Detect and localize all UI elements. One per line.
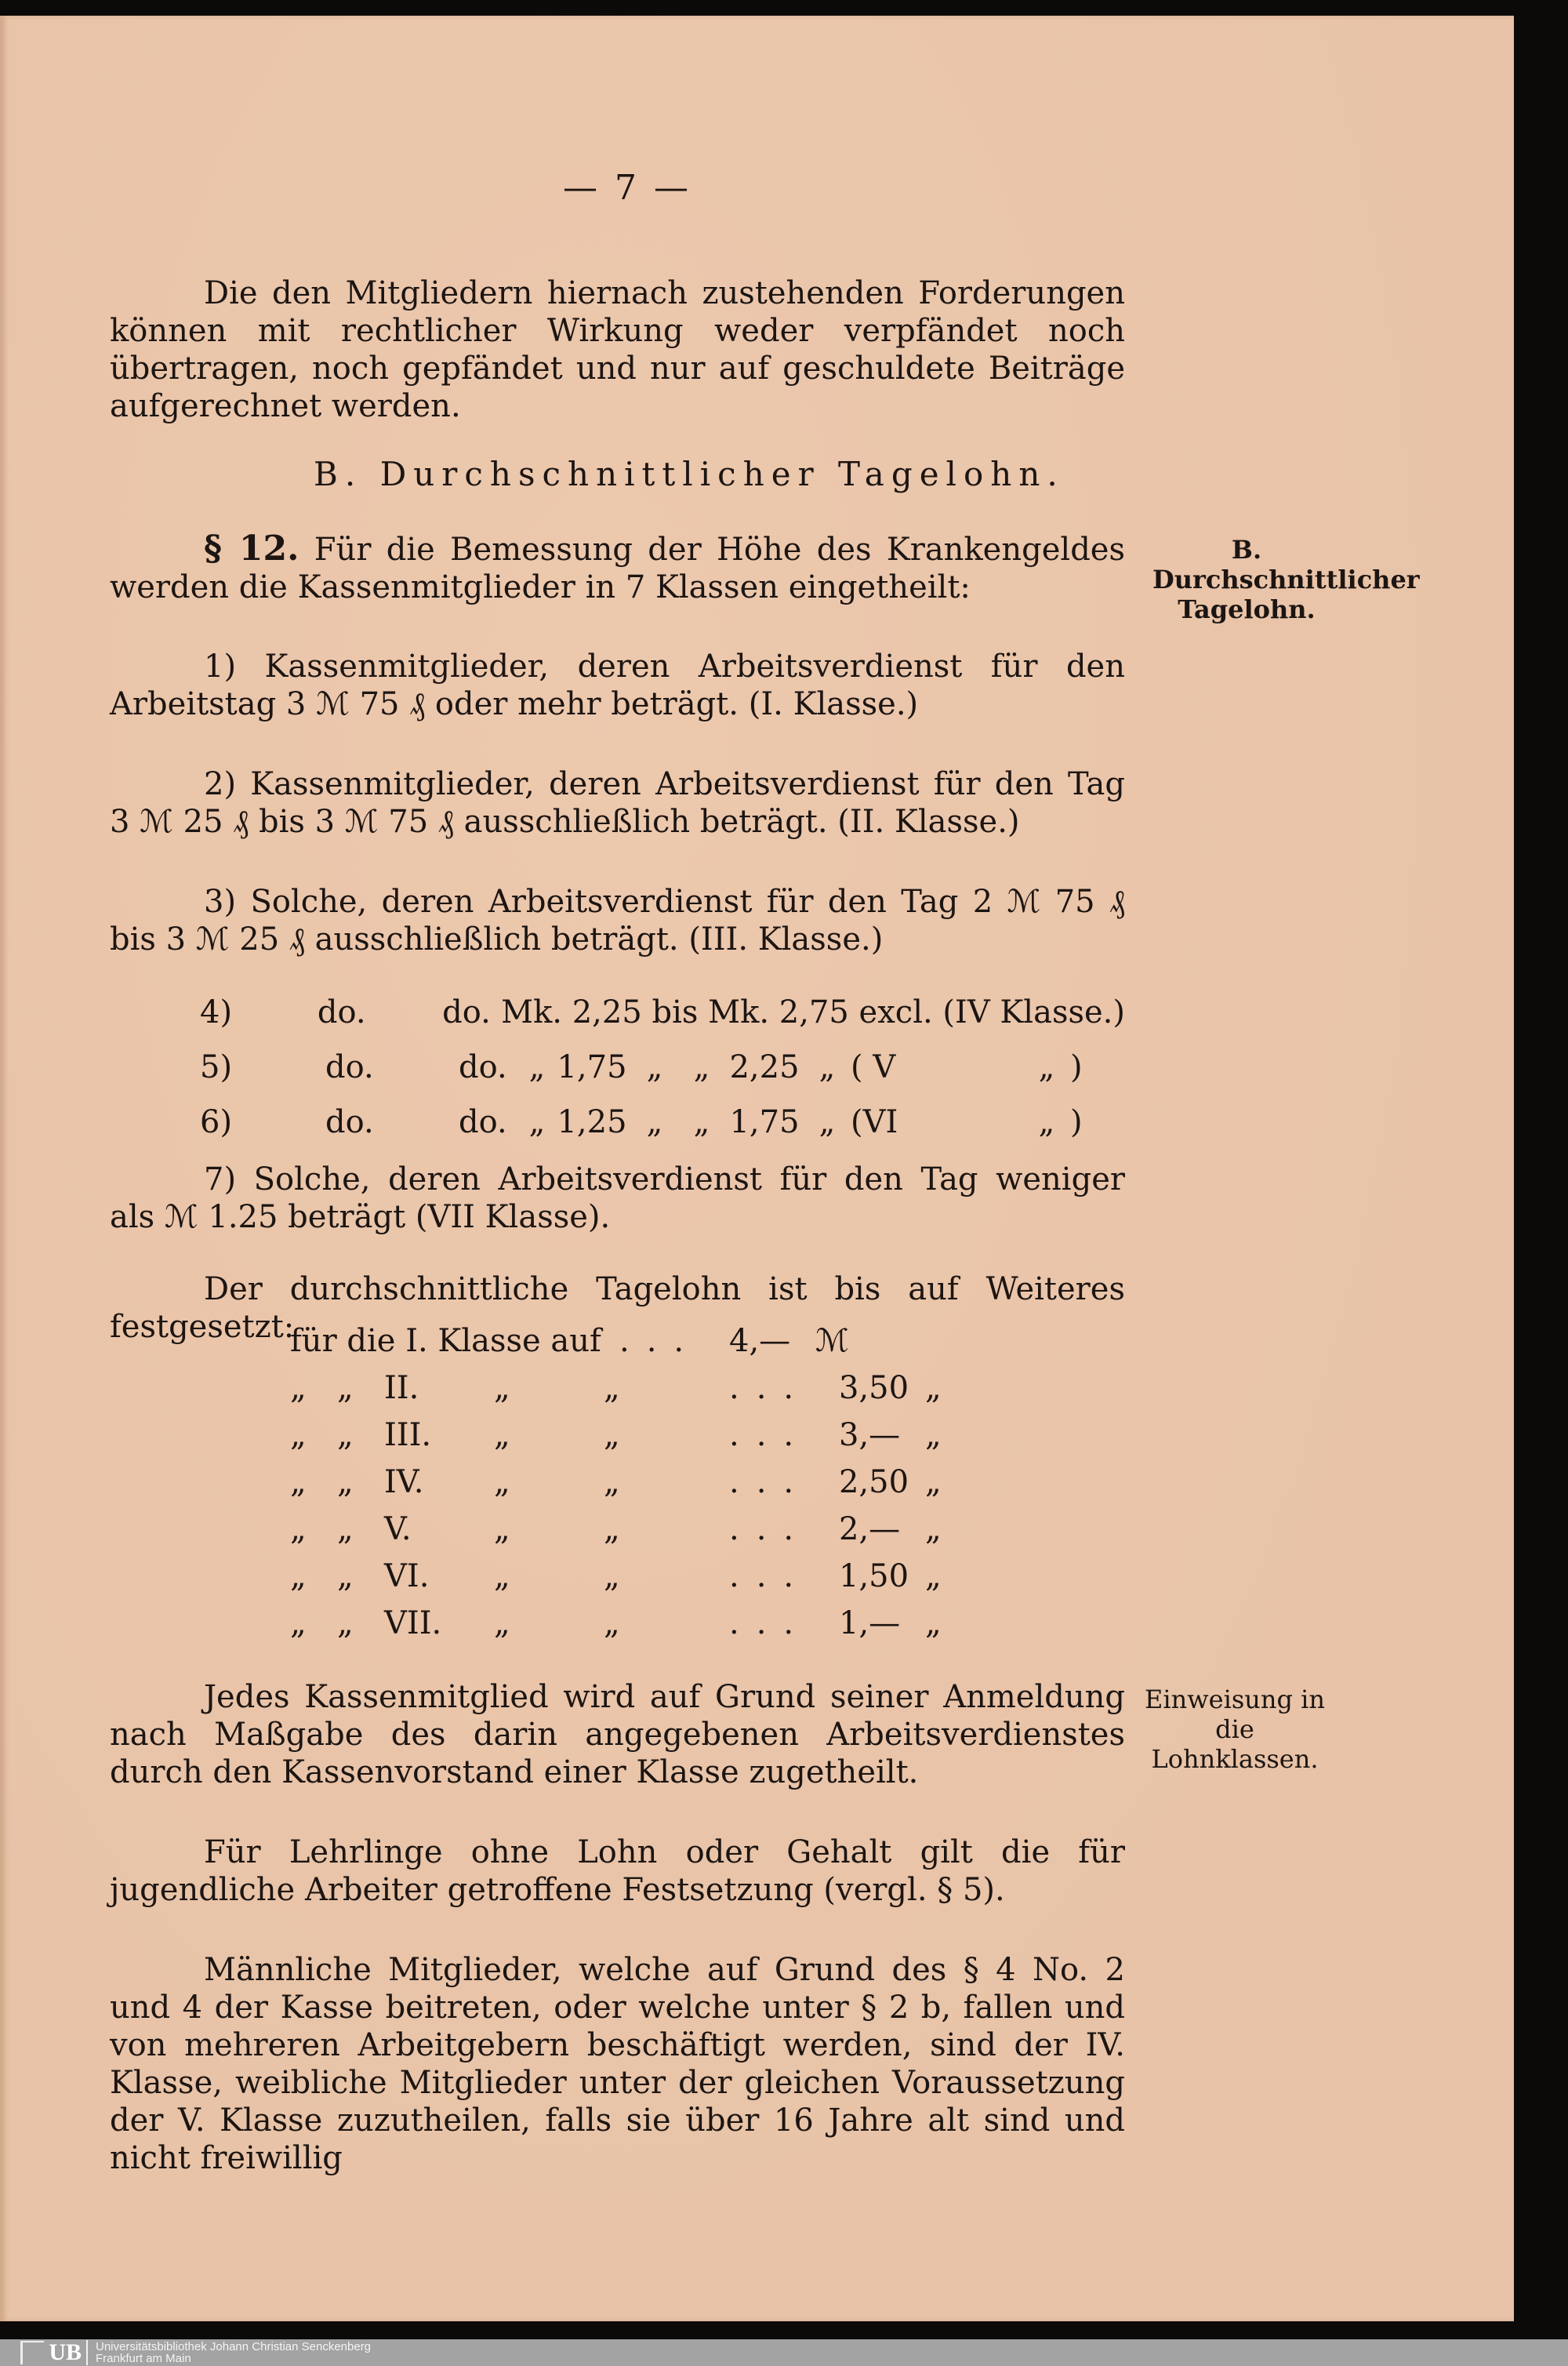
wage-row xyxy=(290,1459,964,1506)
wage-row xyxy=(290,1553,964,1600)
leader-dots: ... xyxy=(729,1464,811,1500)
wage-class: VII. xyxy=(384,1605,442,1641)
ditto-abbrev: do. xyxy=(317,994,366,1030)
ditto-mark: „ xyxy=(925,1605,942,1641)
ditto-mark: „ xyxy=(1038,1104,1055,1140)
paragraph-section-12 xyxy=(110,530,1125,606)
wage-row xyxy=(290,1506,964,1553)
wage-class: III. xyxy=(384,1417,432,1453)
ditto-mark: „ xyxy=(290,1464,307,1500)
item-number: 5) xyxy=(200,1049,233,1085)
paragraph-apprentices: Für Lehrlinge ohne Lohn oder Gehalt gilt die für jugendliche Arbeiter getroffene Festsetzung (vergl. § 5). xyxy=(110,1834,1125,1908)
ditto-mark: „ xyxy=(494,1558,510,1594)
ditto-mark: „ xyxy=(290,1370,307,1406)
wage-class: II. xyxy=(384,1370,419,1406)
section-12-text: Für die Bemessung der Höhe des Krankengeldes werden die Kassenmitglieder in 7 Klassen eingetheilt: xyxy=(110,532,1125,605)
list-item-6 xyxy=(200,1095,1125,1150)
list-item-3: 3) Solche, deren Arbeitsverdienst für den Tag 2 ℳ 75 ₰ bis 3 ℳ 25 ₰ ausschließlich beträgt. (III. Klasse.) xyxy=(110,884,1125,958)
library-logo xyxy=(2,2340,88,2365)
ditto-mark: „ xyxy=(528,1049,546,1085)
wage-value: 1,50 xyxy=(839,1558,909,1594)
ditto-mark: „ xyxy=(290,1417,307,1453)
ditto-mark: „ xyxy=(925,1370,942,1406)
ditto-mark: „ xyxy=(1038,1049,1055,1085)
label-fuer-die: für die xyxy=(290,1323,396,1359)
wage-row xyxy=(290,1600,964,1647)
list-item-1: 1) Kassenmitglieder, deren Arbeitsverdienst für den Arbeitstag 3 ℳ 75 ₰ oder mehr beträgt. (I. Klasse.) xyxy=(110,649,1125,722)
list-item-7: 7) Solche, deren Arbeitsverdienst für den Tag weniger als ℳ 1.25 beträgt (VII Klasse). xyxy=(110,1161,1125,1235)
wage-class: VI. xyxy=(384,1558,430,1594)
wage-row xyxy=(290,1412,964,1459)
ditto-mark: „ xyxy=(646,1049,663,1085)
leader-dots: ... xyxy=(729,1558,811,1594)
paragraph-class-assignment: Jedes Kassenmitglied wird auf Grund seiner Anmeldung nach Maßgabe des darin angegebenen Arbeitsverdienstes durch den Kassenvorstand einer Klasse zugetheilt. xyxy=(110,1679,1125,1790)
ditto-mark: „ xyxy=(693,1104,710,1140)
ditto-mark: „ xyxy=(528,1104,546,1140)
wage-table xyxy=(290,1317,964,1647)
ditto-mark: „ xyxy=(818,1104,836,1140)
wage-class: IV. xyxy=(384,1464,424,1500)
list-item-2: 2) Kassenmitglieder, deren Arbeitsverdienst für den Tag 3 ℳ 25 ₰ bis 3 ℳ 75 ₰ ausschließlich beträgt. (II. Klasse.) xyxy=(110,766,1125,840)
logo-text: UB xyxy=(49,2339,82,2365)
ditto-abbrev: do. xyxy=(325,1049,374,1085)
ditto-abbrev: do. xyxy=(442,994,491,1030)
leader-dots: ... xyxy=(729,1370,811,1406)
ditto-mark: „ xyxy=(494,1464,510,1500)
library-name xyxy=(96,2341,371,2364)
ditto-mark: „ xyxy=(290,1558,307,1594)
range-to: 1,75 xyxy=(729,1104,800,1140)
ditto-abbrev: do. xyxy=(459,1049,507,1085)
wage-value: 2,50 xyxy=(839,1464,909,1500)
wage-value: 4,— xyxy=(729,1323,791,1359)
ditto-mark: „ xyxy=(290,1511,307,1547)
ditto-mark: „ xyxy=(925,1511,942,1547)
short-items-list xyxy=(200,985,1125,1150)
library-footer xyxy=(0,2339,1568,2366)
leader-dots: ... xyxy=(729,1417,811,1453)
margin-note-lohnklassen: Einweisung in die Lohnklassen. xyxy=(1145,1685,1325,1774)
ditto-mark: „ xyxy=(337,1558,354,1594)
wage-row xyxy=(290,1317,964,1365)
paragraph-intro: Die den Mitgliedern hiernach zustehenden Forderungen können mit rechtlicher Wirkung weder verpfändet noch übertragen, noch gepfändet und nur auf geschuldete Beiträge aufgerechnet werden. xyxy=(110,275,1125,424)
class-label: ( V xyxy=(851,1049,896,1085)
range-to: 2,25 xyxy=(729,1049,800,1085)
paren-close: ) xyxy=(1070,1104,1083,1140)
ditto-mark: „ xyxy=(646,1104,663,1140)
wage-value: 1,— xyxy=(839,1605,901,1641)
ditto-mark: „ xyxy=(818,1049,836,1085)
ditto-mark: „ xyxy=(494,1511,510,1547)
ditto-mark: „ xyxy=(604,1511,620,1547)
wage-table-intro: Der durchschnittliche Tagelohn ist bis auf Weiteres festgesetzt: xyxy=(110,1271,1125,1345)
section-mark: § 12. xyxy=(204,529,299,569)
ditto-mark: „ xyxy=(925,1558,942,1594)
paragraph-male-members: Männliche Mitglieder, welche auf Grund des § 4 No. 2 und 4 der Kasse beitreten, oder welche unter § 2 b, fallen und von mehreren Arbeitgebern beschäftigt werden, sind der IV. Klasse, weibliche Mitglieder unter der gleichen Voraussetzung der V. Klasse zuzutheilen, falls sie über 16 Jahre alt sind und nicht freiwillig xyxy=(110,1952,1125,2176)
ditto-mark: „ xyxy=(604,1464,620,1500)
ditto-mark: „ xyxy=(604,1417,620,1453)
page-number: — 7 — xyxy=(563,168,691,208)
ditto-mark: „ xyxy=(604,1605,620,1641)
library-name-line-2: Frankfurt am Main xyxy=(96,2352,191,2365)
ditto-mark: „ xyxy=(337,1417,354,1453)
currency-unit: ℳ xyxy=(815,1323,849,1359)
leader-dots: ... xyxy=(619,1323,702,1359)
paren-close: ) xyxy=(1070,1049,1083,1085)
ditto-mark: „ xyxy=(337,1464,354,1500)
wage-value: 3,— xyxy=(839,1417,901,1453)
wage-value: 2,— xyxy=(839,1511,901,1547)
ditto-mark: „ xyxy=(337,1511,354,1547)
leader-dots: ... xyxy=(729,1511,811,1547)
portrait-icon xyxy=(20,2341,44,2364)
label-class: I. Klasse auf xyxy=(405,1323,601,1359)
library-name-line-1: Universitätsbibliothek Johann Christian Senckenberg xyxy=(96,2340,372,2353)
margin-note-tagelohn: B. Durchschnittlicher Tagelohn. xyxy=(1152,535,1420,624)
leader-dots: ... xyxy=(729,1605,811,1641)
ditto-abbrev: do. xyxy=(325,1104,374,1140)
item-range: Mk. 2,25 bis Mk. 2,75 excl. (IV Klasse.) xyxy=(501,994,1125,1030)
ditto-mark: „ xyxy=(494,1417,510,1453)
range-from: 1,25 xyxy=(557,1104,627,1140)
list-item-4 xyxy=(200,985,1125,1040)
ditto-mark: „ xyxy=(290,1605,307,1641)
section-heading: B. Durchschnittlicher Tagelohn. xyxy=(314,455,1065,493)
ditto-mark: „ xyxy=(925,1464,942,1500)
class-label: (VI xyxy=(851,1104,898,1140)
item-number: 4) xyxy=(200,994,233,1030)
ditto-mark: „ xyxy=(494,1605,510,1641)
document-page xyxy=(0,16,1514,2321)
ditto-mark: „ xyxy=(494,1370,510,1406)
ditto-mark: „ xyxy=(925,1417,942,1453)
list-item-5 xyxy=(200,1040,1125,1095)
ditto-abbrev: do. xyxy=(459,1104,507,1140)
ditto-mark: „ xyxy=(604,1370,620,1406)
ditto-mark: „ xyxy=(337,1370,354,1406)
wage-value: 3,50 xyxy=(839,1370,909,1406)
range-from: 1,75 xyxy=(557,1049,627,1085)
wage-class: V. xyxy=(384,1511,412,1547)
wage-row-label xyxy=(290,1317,601,1365)
ditto-mark: „ xyxy=(693,1049,710,1085)
item-number: 6) xyxy=(200,1104,233,1140)
wage-row xyxy=(290,1365,964,1412)
ditto-mark: „ xyxy=(337,1605,354,1641)
ditto-mark: „ xyxy=(604,1558,620,1594)
